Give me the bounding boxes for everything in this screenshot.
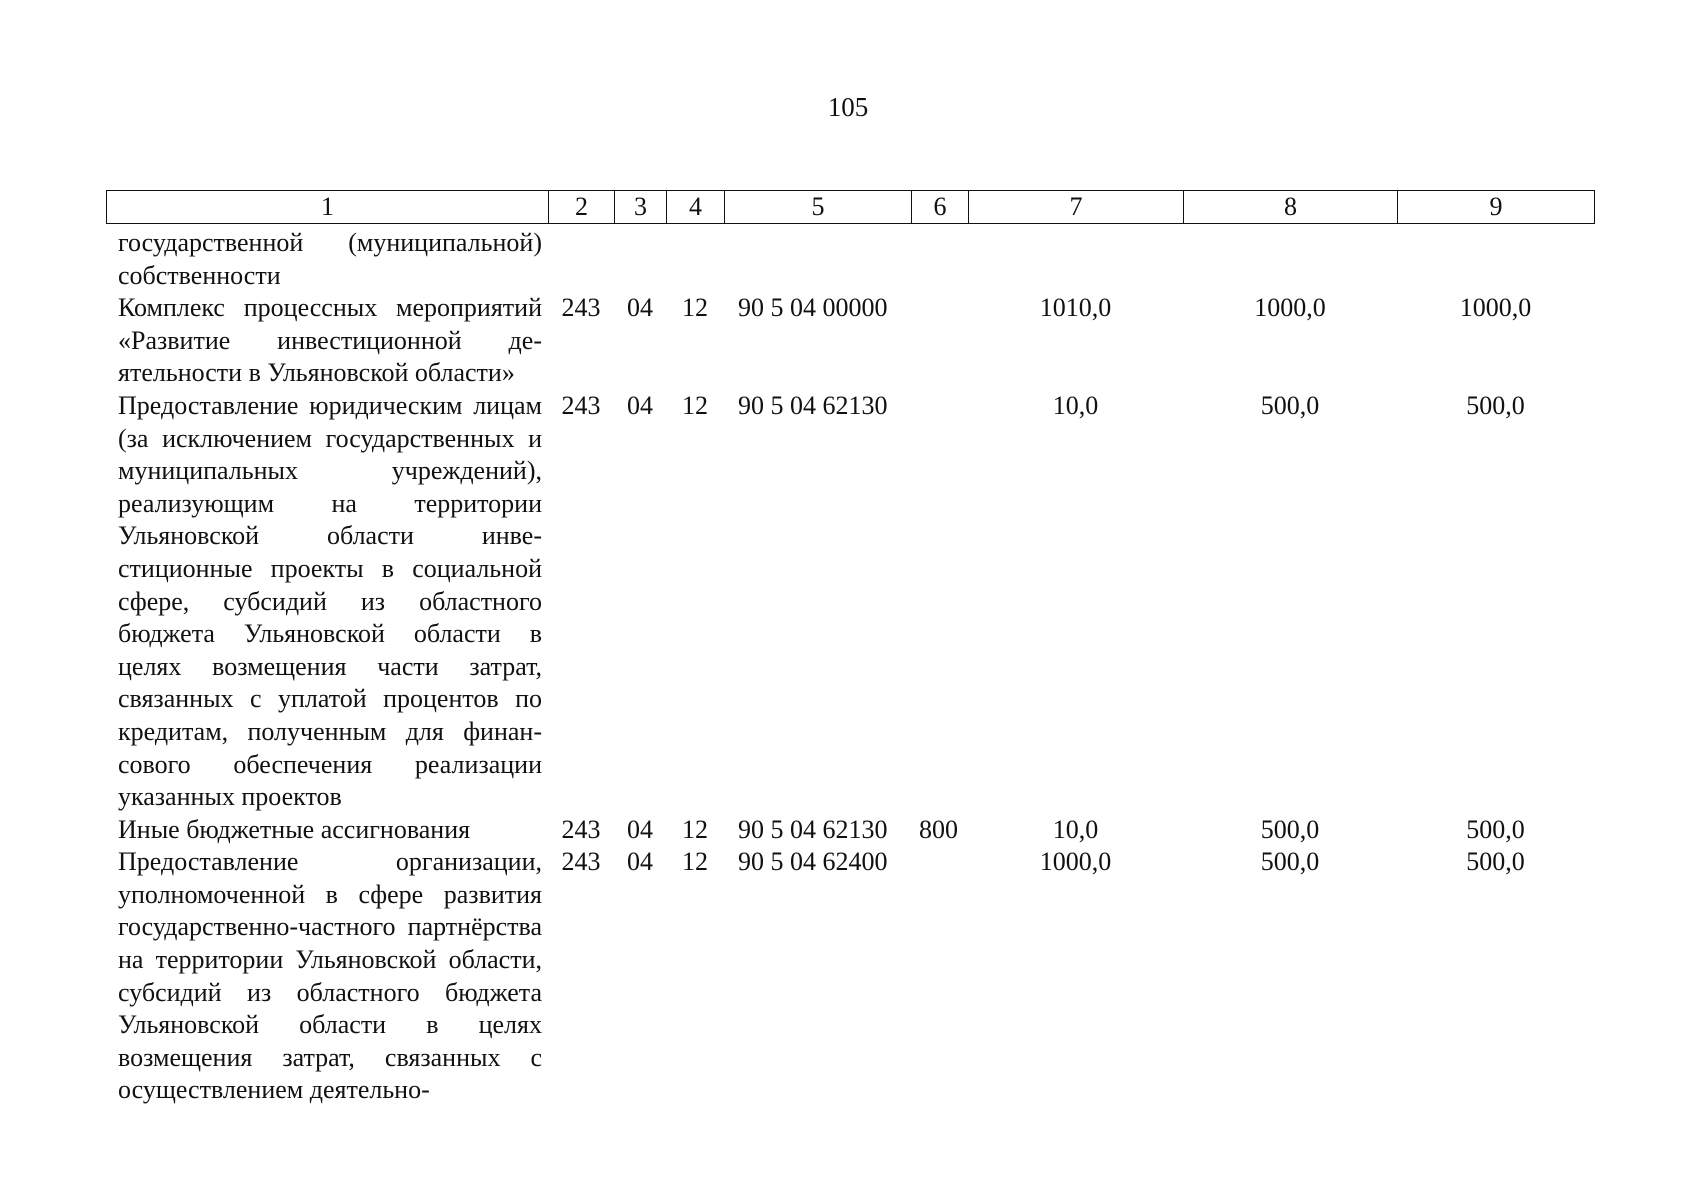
column-header-8: 8 xyxy=(1184,191,1398,224)
budget-table xyxy=(106,227,1594,1107)
row-col-3: 04 xyxy=(627,814,653,844)
row-col-8: 1000,0 xyxy=(1254,293,1326,323)
table-row xyxy=(106,390,1594,814)
row-col-5: 90 5 04 00000 xyxy=(738,293,888,323)
column-header-5: 5 xyxy=(725,191,912,224)
row-col-4: 12 xyxy=(682,847,708,877)
table-row xyxy=(106,846,1594,1107)
row-col-8: 500,0 xyxy=(1260,814,1320,844)
page-number: 105 xyxy=(827,92,869,122)
row-description: государственной (муниципальной) собственности xyxy=(118,228,542,290)
table-row xyxy=(106,227,1594,292)
column-header-6: 6 xyxy=(912,191,969,224)
row-col-5: 90 5 04 62400 xyxy=(738,847,888,877)
row-col-9: 500,0 xyxy=(1466,847,1525,877)
column-header-2: 2 xyxy=(549,191,615,224)
row-col-3: 04 xyxy=(627,390,653,420)
row-col-9: 500,0 xyxy=(1466,814,1525,844)
column-header-1: 1 xyxy=(107,191,549,224)
row-description: Предоставление организации, уполномоченной в сфере развития государственно-частного партнёрства на территории Ульяновской области, субсидий из областного бюджета Ульяновской области в целях возмещения затрат, связанных с осуществлением деятельно- xyxy=(118,847,542,1105)
row-col-6 xyxy=(911,846,968,1107)
row-col-4: 12 xyxy=(682,814,708,844)
row-col-2: 243 xyxy=(561,847,601,877)
row-col-9: 500,0 xyxy=(1466,390,1525,420)
row-col-6: 800 xyxy=(919,814,958,844)
row-col-8: 500,0 xyxy=(1260,847,1320,877)
row-col-4 xyxy=(666,227,724,292)
table-row xyxy=(106,292,1594,390)
column-header-3: 3 xyxy=(615,191,667,224)
row-col-2: 243 xyxy=(561,390,601,420)
row-col-4: 12 xyxy=(682,390,708,420)
row-col-8 xyxy=(1183,227,1397,292)
table-row xyxy=(106,814,1594,847)
column-header-9: 9 xyxy=(1398,191,1595,224)
row-col-7: 10,0 xyxy=(1052,390,1099,420)
row-col-3 xyxy=(614,227,666,292)
row-col-2: 243 xyxy=(561,814,601,844)
row-col-4: 12 xyxy=(682,293,708,323)
column-header-row xyxy=(106,190,1595,224)
row-col-6 xyxy=(911,292,968,390)
row-col-2 xyxy=(548,227,614,292)
row-col-5 xyxy=(724,227,911,292)
row-col-7: 1000,0 xyxy=(1039,847,1112,877)
column-header-4: 4 xyxy=(667,191,725,224)
row-description: Комплекс процессных мероприятий «Развитие инвестиционной деятельности в Ульяновской области» xyxy=(118,293,542,388)
row-col-7: 1010,0 xyxy=(1039,293,1112,323)
row-col-2: 243 xyxy=(561,293,601,323)
row-description: Предоставление юридическим лицам (за исключением государственных и муниципальных учреждений), реализующим на территории Ульяновской области инвестиционные проекты в социальной сфере, субсидий из областного бюджета Ульяновской области в целях возмещения части затрат, связанных с уплатой процентов по кредитам, полученным для финансового обеспечения реализации указанных проектов xyxy=(118,390,542,812)
row-col-9 xyxy=(1397,227,1594,292)
row-col-7: 10,0 xyxy=(1052,814,1099,844)
column-header-7: 7 xyxy=(969,191,1184,224)
row-col-5: 90 5 04 62130 xyxy=(738,814,888,844)
row-col-5: 90 5 04 62130 xyxy=(738,390,888,420)
row-col-6 xyxy=(911,227,968,292)
row-col-6 xyxy=(911,390,968,814)
row-col-8: 500,0 xyxy=(1260,390,1320,420)
row-description: Иные бюджетные ассигнования xyxy=(118,814,471,844)
row-col-9: 1000,0 xyxy=(1459,293,1532,323)
row-col-3: 04 xyxy=(627,847,653,877)
row-col-7 xyxy=(968,227,1183,292)
row-col-3: 04 xyxy=(627,293,653,323)
